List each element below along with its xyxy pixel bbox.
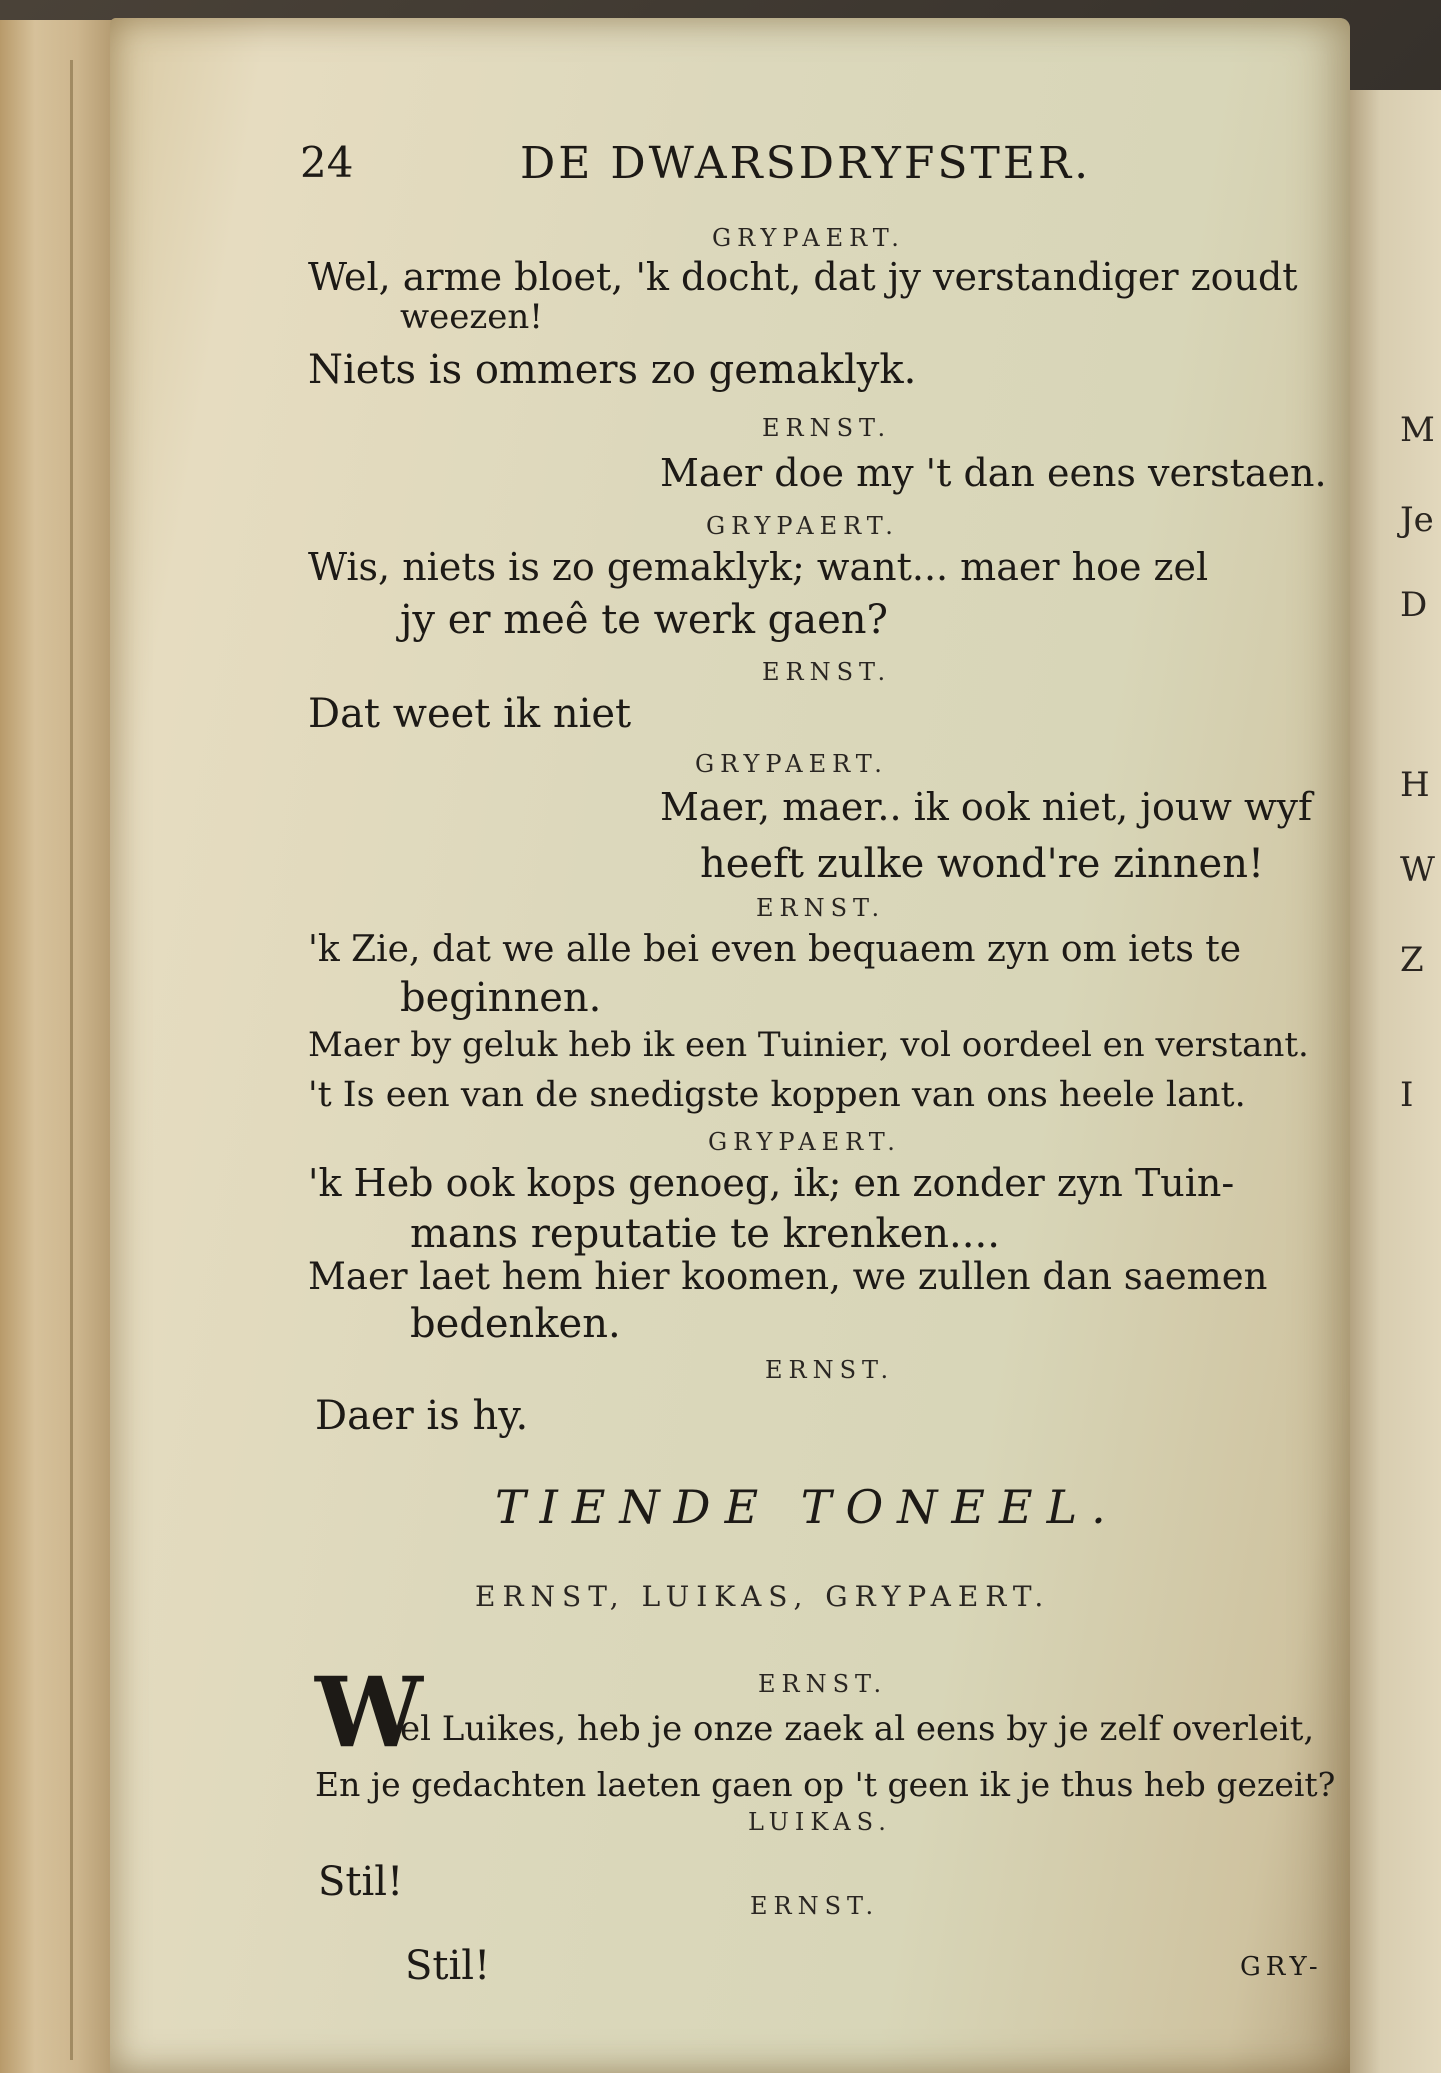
verse-line: jy er meê te werk gaen?: [400, 597, 888, 643]
speaker-label: GRYPAERT.: [695, 750, 888, 778]
speaker-label: ERNST.: [756, 894, 886, 922]
verse-line: Dat weet ik niet: [308, 691, 632, 737]
speaker-label: GRYPAERT.: [708, 1128, 901, 1156]
facing-page: [1340, 90, 1441, 2073]
facing-letter: D: [1400, 585, 1428, 625]
verse-line: heeft zulke wond're zinnen!: [700, 841, 1265, 887]
facing-letter: I: [1400, 1075, 1414, 1115]
page-number: 24: [300, 138, 354, 187]
facing-letter: Z: [1400, 940, 1424, 980]
speaker-label: ERNST.: [750, 1892, 880, 1920]
facing-letter: H: [1400, 765, 1430, 805]
verse-line: Wel, arme bloet, 'k docht, dat jy verstandiger zoudt: [308, 255, 1298, 299]
running-title: DE DWARSDRYFSTER.: [520, 138, 1092, 189]
verse-line: mans reputatie te krenken....: [410, 1211, 1000, 1257]
speaker-label: GRYPAERT.: [706, 512, 899, 540]
verse-line: 't Is een van de snedigste koppen van ons heele lant.: [308, 1075, 1246, 1115]
verse-line: weezen!: [400, 297, 543, 337]
verse-line: Maer, maer.. ik ook niet, jouw wyf: [660, 785, 1313, 829]
catchword: GRY-: [1240, 1952, 1323, 1982]
verse-line: 'k Zie, dat we alle bei even bequaem zyn om iets te: [308, 929, 1242, 970]
verse-line: Daer is hy.: [315, 1393, 529, 1439]
verse-line: En je gedachten laeten gaen op 't geen ik je thus heb gezeit?: [315, 1765, 1336, 1804]
verse-line: Maer laet hem hier koomen, we zullen dan saemen: [308, 1255, 1268, 1298]
verse-line: Stil!: [405, 1943, 491, 1989]
facing-letter: M: [1400, 410, 1435, 450]
verse-line: Niets is ommers zo gemaklyk.: [308, 347, 917, 393]
speaker-label: ERNST.: [762, 414, 892, 442]
verse-line: bedenken.: [410, 1301, 621, 1347]
speaker-label: LUIKAS.: [748, 1808, 892, 1836]
speaker-label: ERNST.: [765, 1356, 895, 1384]
verse-line: Wis, niets is zo gemaklyk; want... maer hoe zel: [308, 545, 1209, 589]
verse-line: Stil!: [318, 1859, 404, 1905]
facing-letter: Je: [1400, 500, 1434, 540]
verse-line: Maer doe my 't dan eens verstaen.: [660, 451, 1327, 495]
speaker-label: GRYPAERT.: [712, 224, 905, 252]
drop-capital: W: [315, 1656, 423, 1769]
verse-line: beginnen.: [400, 975, 602, 1021]
scene-title: TIENDE TONEEL.: [495, 1480, 1120, 1534]
scene-cast: ERNST, LUIKAS, GRYPAERT.: [475, 1580, 1051, 1613]
speaker-label: ERNST.: [762, 658, 892, 686]
speaker-label: ERNST.: [758, 1670, 888, 1698]
verse-line: 'k Heb ook kops genoeg, ik; en zonder zyn Tuin-: [308, 1161, 1235, 1205]
facing-letter: W: [1400, 850, 1435, 890]
verse-line: el Luikes, heb je onze zaek al eens by je zelf overleit,: [400, 1709, 1315, 1749]
verse-line: Maer by geluk heb ik een Tuinier, vol oordeel en verstant.: [308, 1025, 1309, 1065]
